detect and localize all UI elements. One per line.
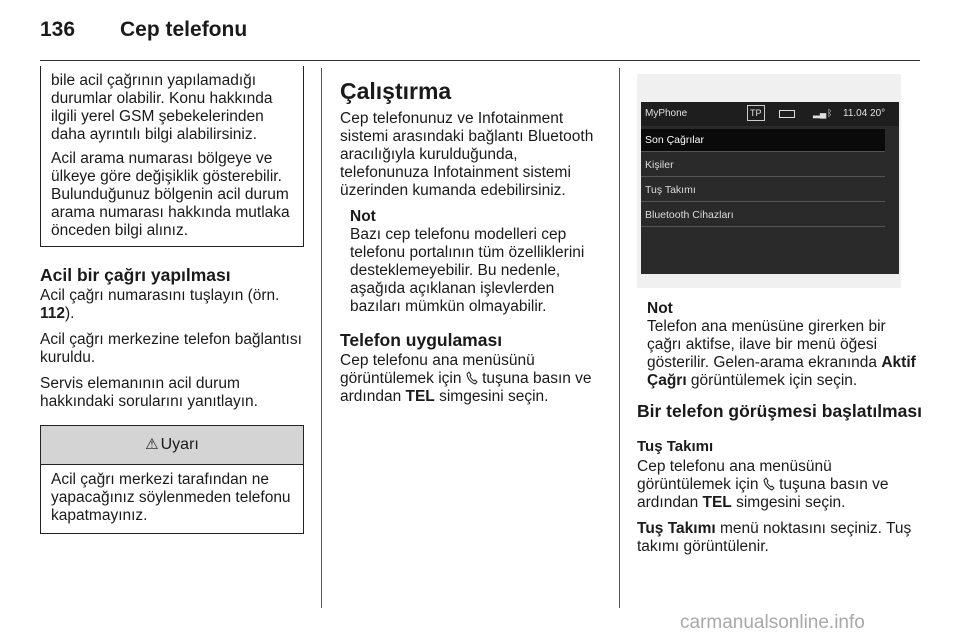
infotainment-screenshot	[637, 74, 901, 288]
phone-app-heading: Telefon uygulaması	[340, 330, 503, 350]
column-1	[40, 66, 304, 534]
watermark: carmanualsonline.info	[680, 612, 865, 633]
menu-item-keypad[interactable]: Tuş Takımı	[641, 179, 885, 202]
emergency-number: 112	[40, 305, 66, 322]
signal-icon: ▂▄	[813, 108, 827, 118]
column-divider-1	[321, 68, 322, 608]
page-number: 136	[40, 18, 76, 41]
phone-app-paragraph: Cep telefonu ana menüsünü görüntülemek için tuşuna basın ve ardından TEL simgesini seçin.	[340, 352, 592, 405]
header-divider	[40, 60, 920, 61]
emergency-call-heading: Acil bir çağrı yapılması	[40, 265, 231, 285]
note-body: Bazı cep telefonu modelleri cep telefonu portalının tüm özelliklerini desteklemeyebilir. Bu nedenle, aşağıda açıklanan işlevlerden bazıları mümkün olmayabilir.	[350, 226, 585, 315]
note-title: Not	[350, 208, 376, 225]
box-paragraph-2: Acil arama numarası bölgeye ve ülkeye göre değişiklik gösterebilir. Bulunduğunuz bölgenin acil durum arama numarası hakkında mutlaka önceden bilgi alınız.	[51, 150, 290, 239]
page-title: Cep telefonu	[120, 18, 248, 41]
app-title: MyPhone	[645, 108, 688, 119]
emergency-paragraph-1: Acil çağrı numarasını tuşlayın (örn. 112).	[40, 287, 280, 322]
clock-readout: 11.04 20°	[843, 108, 886, 119]
warning-triangle-icon: ⚠	[145, 436, 159, 453]
warning-header	[41, 426, 303, 465]
note-block-2: Not Telefon ana menüsüne girerken bir çağrı aktifse, ilave bir menü öğesi gösterilir. Gelen-arama ekranında Aktif Çağrı görüntülemek için seçin.	[637, 300, 922, 390]
operation-paragraph: Cep telefonunuz ve Infotainment sistemi arasındaki bağlantı Bluetooth aracılığıyla kurulduğunda, telefonunuza Infotainment sistemi üzerinden kumanda edebilirsiniz.	[340, 110, 594, 199]
tp-badge: TP	[747, 105, 765, 121]
bluetooth-icon: ᛒ	[827, 108, 833, 118]
continued-warning-box	[40, 66, 304, 247]
phone-icon	[466, 371, 478, 385]
warning-body: Acil çağrı merkezi tarafından ne yapacağınız söylenmeden telefonu kapatmayınız.	[51, 471, 291, 524]
column-3	[637, 300, 922, 564]
page-header	[40, 14, 920, 50]
battery-icon	[779, 110, 795, 118]
keypad-paragraph-1: Cep telefonu ana menüsünü görüntülemek için tuşuna basın ve ardından TEL simgesini seçin.	[637, 458, 889, 511]
box-paragraph-1: bile acil çağrının yapılamadığı durumlar olabilir. Konu hakkında ilgili yerel GSM şebekelerinden daha ayrıntılı bilgi alabilirsiniz.	[51, 72, 273, 143]
keypad-paragraph-2: Tuş Takımı menü noktasını seçiniz. Tuş takımı görüntülenir.	[637, 520, 912, 555]
emergency-paragraph-2: Acil çağrı merkezine telefon bağlantısı kuruldu.	[40, 331, 302, 366]
emergency-paragraph-3: Servis elemanının acil durum hakkındaki sorularını yanıtlayın.	[40, 375, 258, 410]
warning-title: Uyarı	[160, 436, 199, 453]
warning-box	[40, 425, 304, 534]
note-title-2: Not	[647, 300, 673, 317]
note-block	[340, 208, 608, 316]
phone-icon	[763, 477, 775, 491]
operation-heading: Çalıştırma	[340, 78, 452, 104]
status-bar	[641, 102, 899, 126]
phone-menu-screen	[641, 102, 899, 274]
menu-item-bluetooth-devices[interactable]: Bluetooth Cihazları	[641, 204, 885, 227]
start-call-heading: Bir telefon görüşmesi başlatılması	[637, 401, 922, 421]
column-2	[340, 74, 608, 414]
keypad-subheading: Tuş Takımı	[637, 438, 714, 455]
menu-item-recent-calls[interactable]: Son Çağrılar	[641, 129, 885, 152]
column-divider-2	[619, 68, 620, 608]
menu-item-contacts[interactable]: Kişiler	[641, 154, 885, 177]
